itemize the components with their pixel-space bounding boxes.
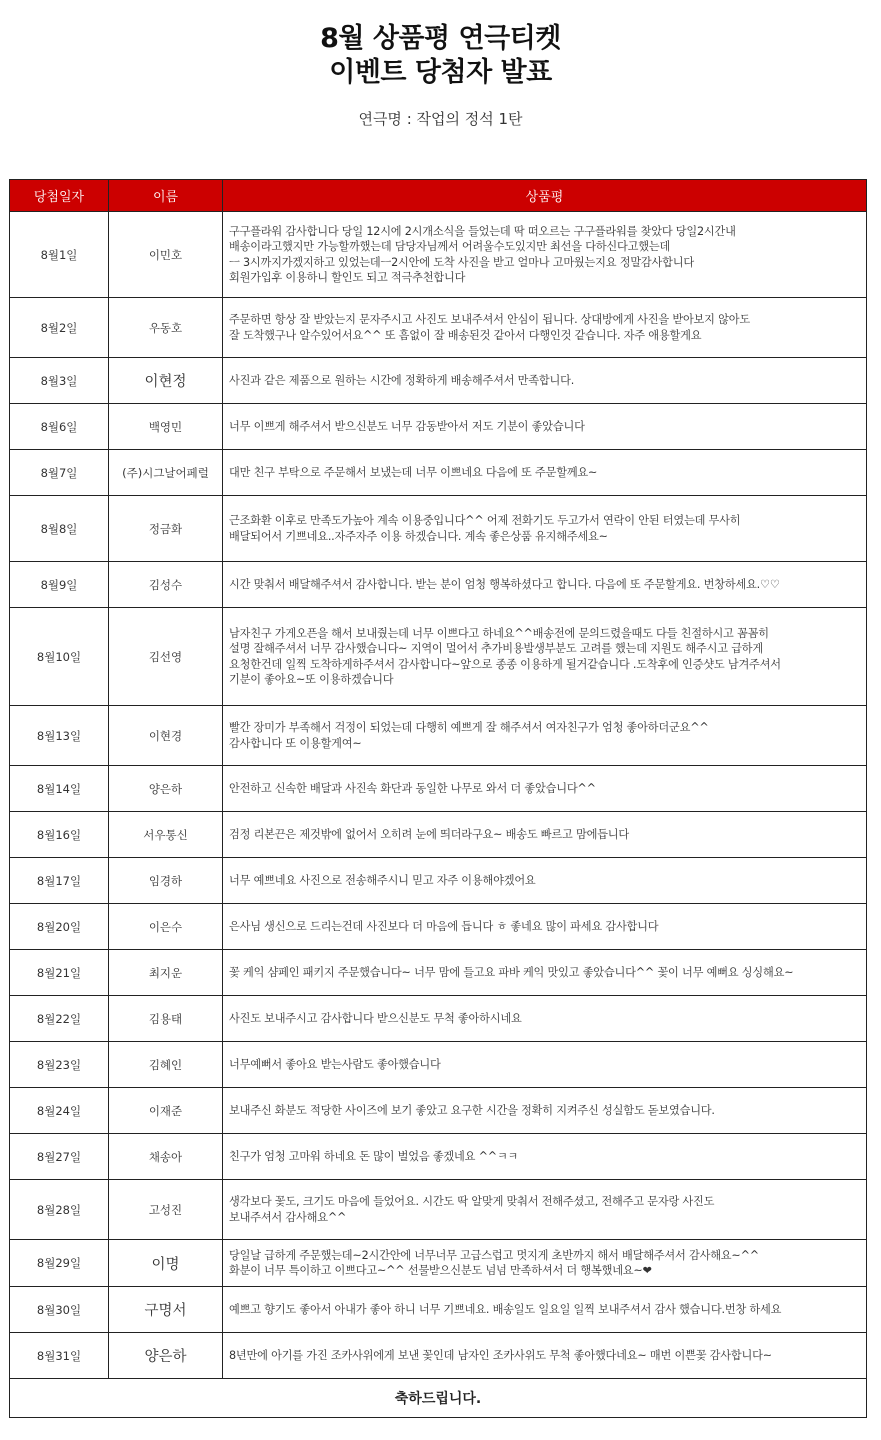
table-row [10,358,867,404]
table-row [10,298,867,358]
table-row [10,1287,867,1333]
winner-date: 8월28일 [10,1180,109,1240]
winner-date: 8월1일 [10,212,109,298]
winner-review: 생각보다 꽃도, 크기도 마음에 들었어요. 시간도 딱 알맞게 맞춰서 전해주셨고, 전해주고 문자랑 사진도 보내주셔서 감사해요^^ [223,1180,867,1240]
winner-date: 8월7일 [10,450,109,496]
winner-name: 이재준 [109,1088,223,1134]
winner-date: 8월27일 [10,1134,109,1180]
table-row [10,996,867,1042]
winner-name: 임경하 [109,858,223,904]
winner-date: 8월22일 [10,996,109,1042]
winner-name: 양은하 [109,766,223,812]
table-row [10,858,867,904]
winner-name: 이명 [109,1240,223,1287]
winner-name: 이은수 [109,904,223,950]
winner-name: 채송아 [109,1134,223,1180]
winner-date: 8월16일 [10,812,109,858]
winner-date: 8월30일 [10,1287,109,1333]
winner-name: 김용태 [109,996,223,1042]
winner-date: 8월9일 [10,562,109,608]
table-row [10,562,867,608]
table-row [10,1333,867,1379]
table-footer-row [10,1379,867,1418]
table-row [10,1240,867,1287]
table-header-row [10,180,867,212]
winner-review: 검정 리본끈은 제것밖에 없어서 오히려 눈에 띄더라구요~ 배송도 빠르고 맘에듭니다 [223,812,867,858]
winner-date: 8월14일 [10,766,109,812]
winner-review: 남자친구 가게오픈을 해서 보내줬는데 너무 이쁘다고 하네요^^배송전에 문의드렸을때도 다들 친절하시고 꼼꼼히 설명 잘해주셔서 너무 감사했습니다~ 지역이 멀어서 추가비용발생부분도 고려를 했는데 지원도 해주시고 급하게 요청한건데 일찍 도착하게하주셔서 감사합니다~앞으로 종종 이용하게 될거같습니다 .도착후에 인증샷도 남겨주셔서 기분이 좋아요~또 이용하겠습니다 [223,608,867,706]
winner-name: 백영민 [109,404,223,450]
winner-review: 은사님 생신으로 드리는건데 사진보다 더 마음에 듭니다 ㅎ 좋네요 많이 파세요 감사합니다 [223,904,867,950]
winner-review: 친구가 엄청 고마워 하네요 돈 많이 벌었음 좋겠네요 ^^ㅋㅋ [223,1134,867,1180]
winner-date: 8월8일 [10,496,109,562]
winner-name: 이현정 [109,358,223,404]
winner-date: 8월17일 [10,858,109,904]
winner-review: 근조화환 이후로 만족도가높아 계속 이용중입니다^^ 어제 전화기도 두고가서 연락이 안된 터였는데 무사히 배달되어서 기쁘네요..자주자주 이용 하겠습니다. 계속 좋은상품 유지해주세요~ [223,496,867,562]
winner-review: 너무예뻐서 좋아요 받는사람도 좋아했습니다 [223,1042,867,1088]
winner-review: 빨간 장미가 부족해서 걱정이 되었는데 다행히 예쁘게 잘 해주셔서 여자친구가 엄청 좋아하더군요^^ 감사합니다 또 이용할게여~ [223,706,867,766]
winner-name: 정금화 [109,496,223,562]
winner-review: 당일날 급하게 주문했는데~2시간안에 너무너무 고급스럽고 멋지게 초반까지 해서 배달해주셔서 감사해요~^^ 화분이 너무 특이하고 이쁘다고~^^ 선물받으신분도 넘넘 만족하셔서 더 행복했네요~❤ [223,1240,867,1287]
table-row [10,706,867,766]
winner-review: 안전하고 신속한 배달과 사진속 화단과 동일한 나무로 와서 더 좋았습니다^^ [223,766,867,812]
winner-review: 시간 맞춰서 배달해주셔서 감사합니다. 받는 분이 엄청 행복하셨다고 합니다. 다음에 또 주문할게요. 번창하세요.♡♡ [223,562,867,608]
column-header-review: 상품평 [223,180,867,212]
winner-date: 8월6일 [10,404,109,450]
page-title-line1: 8월 상품평 연극티켓 [320,23,561,54]
winner-name: 우동호 [109,298,223,358]
winner-name: 이민호 [109,212,223,298]
table-row [10,212,867,298]
table-row [10,496,867,562]
play-name: 연극명 : 작업의 정석 1탄 [358,110,523,128]
winner-name: (주)시그날어페럴 [109,450,223,496]
table-row [10,950,867,996]
winner-review: 예쁘고 향기도 좋아서 아내가 좋아 하니 너무 기쁘네요. 배송일도 일요일 일찍 보내주셔서 감사 했습니다.번창 하세요 [223,1287,867,1333]
table-row [10,1042,867,1088]
winner-review: 사진과 같은 제품으로 원하는 시간에 정확하게 배송해주셔서 만족합니다. [223,358,867,404]
winner-date: 8월21일 [10,950,109,996]
congratulations-message: 축하드립니다. [10,1379,867,1418]
winner-review: 구구플라워 감사합니다 당일 12시에 2시개소식을 들었는데 딱 떠오르는 구구플라워를 찾았다 당일2시간내 배송이라고했지만 가능할까했는데 담당자님께서 어려울수도있지만 최선을 다하신다고했는데 ㅡ 3시까지가겠지하고 있었는데ㅡ2시안에 도착 사진을 받고 얼마나 고마웠는지요 정말감사합니다 회원가입후 이용하니 할인도 되고 적극추천합니다 [223,212,867,298]
winner-date: 8월23일 [10,1042,109,1088]
column-header-name: 이름 [109,180,223,212]
table-row [10,450,867,496]
winner-name: 양은하 [109,1333,223,1379]
table-row [10,904,867,950]
winner-review: 너무 예쁘네요 사진으로 전송해주시니 믿고 자주 이용해야겠어요 [223,858,867,904]
page-title-line2: 이벤트 당첨자 발표 [329,57,552,88]
table-row [10,1134,867,1180]
winner-review: 8년만에 아기를 가진 조카사위에게 보낸 꽃인데 남자인 조카사위도 무척 좋아했다네요~ 매번 이쁜꽃 감사합니다~ [223,1333,867,1379]
winner-date: 8월20일 [10,904,109,950]
winner-date: 8월29일 [10,1240,109,1287]
winner-date: 8월13일 [10,706,109,766]
table-row [10,608,867,706]
winner-name: 이현경 [109,706,223,766]
winner-date: 8월10일 [10,608,109,706]
winner-name: 최지운 [109,950,223,996]
winner-date: 8월2일 [10,298,109,358]
table-row [10,1180,867,1240]
column-header-date: 당첨일자 [10,180,109,212]
winner-date: 8월31일 [10,1333,109,1379]
winner-name: 서우통신 [109,812,223,858]
table-row [10,404,867,450]
winners-table [9,179,867,1418]
winner-date: 8월24일 [10,1088,109,1134]
table-row [10,766,867,812]
winner-name: 구명서 [109,1287,223,1333]
winner-review: 보내주신 화분도 적당한 사이즈에 보기 좋았고 요구한 시간을 정확히 지켜주신 성실함도 돋보였습니다. [223,1088,867,1134]
table-row [10,812,867,858]
table-row [10,1088,867,1134]
winner-name: 김혜인 [109,1042,223,1088]
winner-review: 사진도 보내주시고 감사합니다 받으신분도 무척 좋아하시네요 [223,996,867,1042]
winner-review: 대만 친구 부탁으로 주문해서 보냈는데 너무 이쁘네요 다음에 또 주문할께요~ [223,450,867,496]
winner-review: 너무 이쁘게 해주셔서 받으신분도 너무 감동받아서 저도 기분이 좋았습니다 [223,404,867,450]
winner-review: 주문하면 항상 잘 받았는지 문자주시고 사진도 보내주셔서 안심이 됩니다. 상대방에게 사진을 받아보지 않아도 잘 도착했구나 알수있어서요^^ 또 흠없이 잘 배송된것 같아서 다행인것 같습니다. 자주 애용할게요 [223,298,867,358]
winner-name: 고성진 [109,1180,223,1240]
winner-review: 꽃 케익 샴페인 패키지 주문했습니다~ 너무 맘에 들고요 파바 케익 맛있고 좋았습니다^^ 꽃이 너무 예뻐요 싱싱해요~ [223,950,867,996]
winner-name: 김성수 [109,562,223,608]
winner-date: 8월3일 [10,358,109,404]
winner-name: 김선영 [109,608,223,706]
